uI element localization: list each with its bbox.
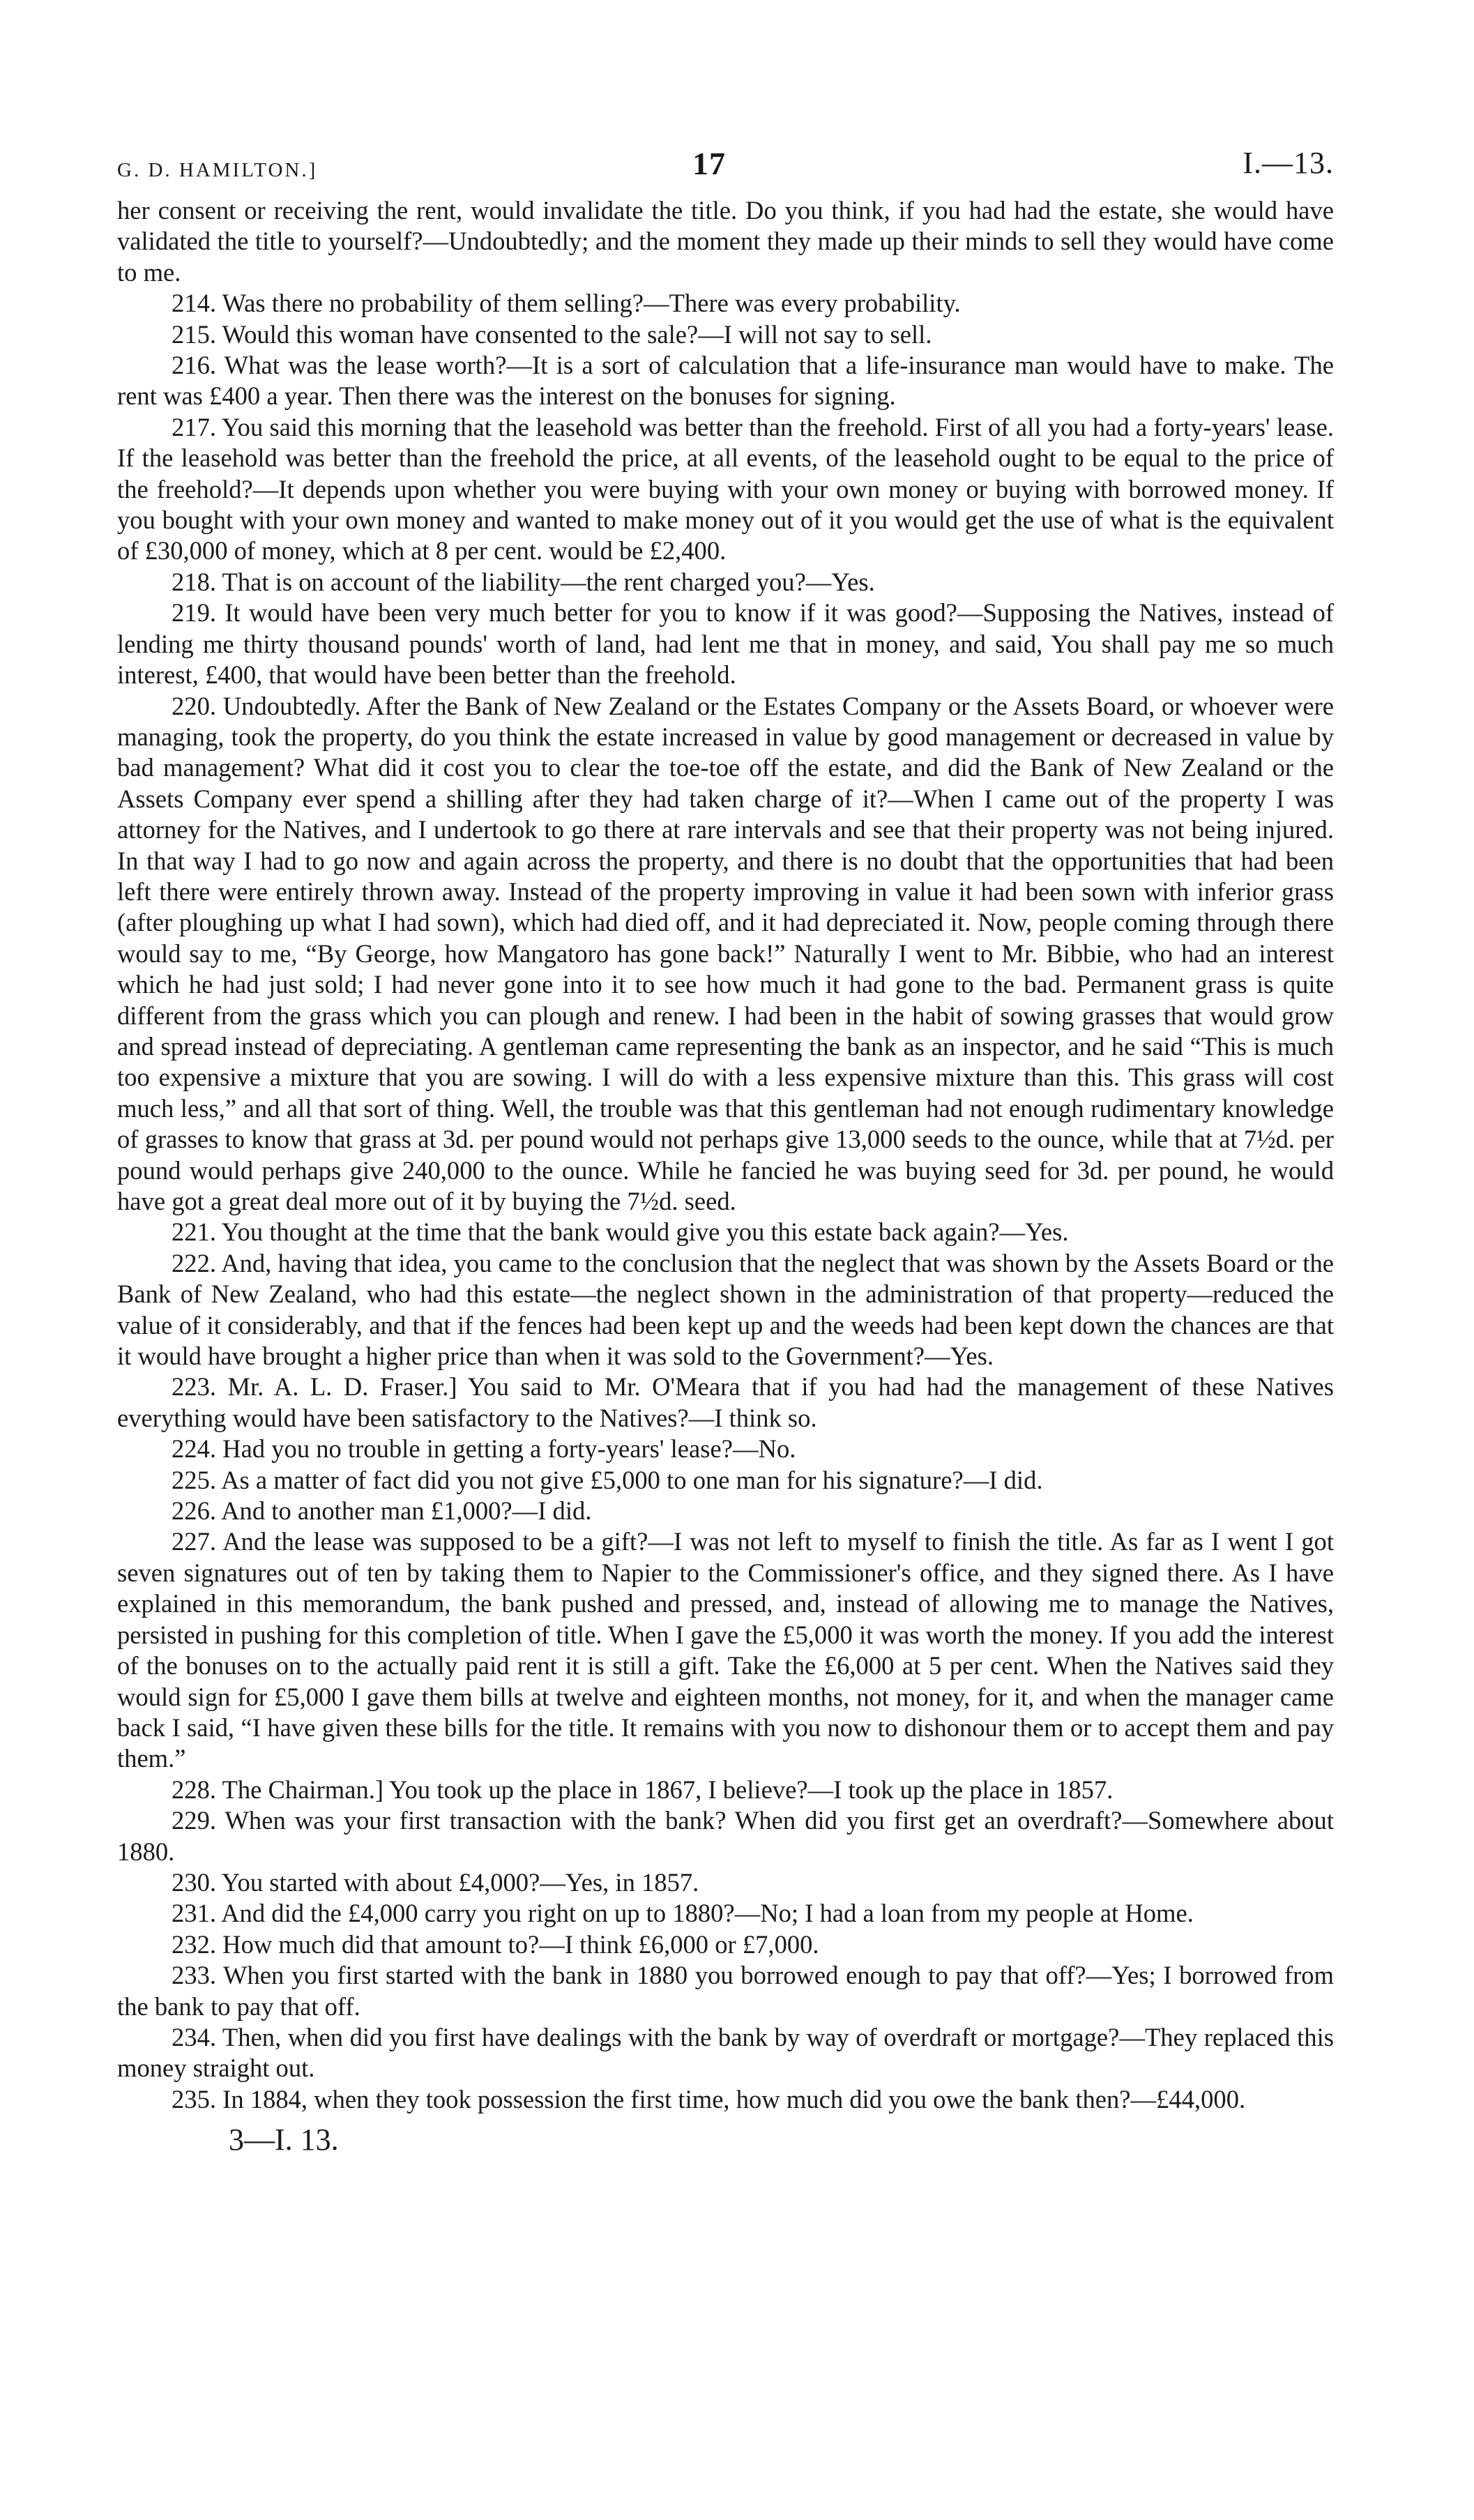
question-229: 229. When was your first transaction with the bank? When did you first get an overdraft?—Somewhere about 1880. [117, 1806, 1334, 1866]
paper-reference: I.—13. [1243, 146, 1334, 180]
paragraph-continuation: her consent or receiving the rent, would invalidate the title. Do you think, if you had had the estate, she would have validated the title to yourself?—Undoubtedly; and the moment they made up their minds to sell they would have come to me. [117, 196, 1334, 287]
question-219: 219. It would have been very much better for you to know if it was good?—Supposing the Natives, instead of lending me thirty thousand pounds' worth of land, had lent me that in money, and said, You shall pay me so much interest, £400, that would have been better than the freehold. [117, 598, 1334, 690]
question-234: 234. Then, when did you first have dealings with the bank by way of overdraft or mortgage?—They replaced this money straight out. [117, 2022, 1334, 2083]
question-227: 227. And the lease was supposed to be a gift?—I was not left to myself to finish the title. As far as I went I got seven signatures out of ten by taking them to Napier to the Commissioner's office, and they signed there. As I have explained in this memorandum, the bank pushed and pressed, and, instead of allowing me to manage the Natives, persisted in pushing for this completion of title. When I gave the £5,000 it was worth the money. If you add the interest of the bonuses on to the actually paid rent it is still a gift. Take the £6,000 at 5 per cent. When the Natives said they would sign for £5,000 I gave them bills at twelve and eighteen months, not money, for it, and when the manager came back I said, “I have given these bills for the title. It remains with you now to dishonour them or to accept them and pay them.” [117, 1527, 1334, 1773]
page-header [117, 139, 1334, 195]
question-217: 217. You said this morning that the leasehold was better than the freehold. First of all you had a forty-years' lease. If the leasehold was better than the freehold the price, at all events, of the leasehold ought to be equal to the price of the freehold?—It depends upon whether you were buying with your own money or buying with borrowed money. If you bought with your own money and wanted to make money out of it you would get the use of what is the equivalent of £30,000 of money, which at 8 per cent. would be £2,400. [117, 412, 1334, 566]
document-page [117, 139, 1334, 2482]
question-218: 218. That is on account of the liability—the rent charged you?—Yes. [172, 567, 875, 596]
question-220: 220. Undoubtedly. After the Bank of New Zealand or the Estates Company or the Assets Board, or whoever were managing, took the property, do you think the estate increased in value by good management or decreased in value by bad management? What did it cost you to clear the toe-toe off the estate, and did the Bank of New Zealand or the Assets Company ever spend a shilling after they had taken charge of it?—When I came out of the property I was attorney for the Natives, and I undertook to go there at rare intervals and see that their property was not being injured. In that way I had to go now and again across the property, and there is no doubt that the opportunities that had been left there were entirely thrown away. Instead of the property improving in value it had been sown with inferior grass (after ploughing up what I had sown), which had died off, and it had depreciated it. Now, people coming through there would say to me, “By George, how Mangatoro has gone back!” Naturally I went to Mr. Bibbie, who had an interest which he had just sold; I had never gone into it to see how much it had gone to the bad. Permanent grass is quite different from the grass which you can plough and renew. I had been in the habit of sowing grasses that would grow and spread instead of depreciating. A gentleman came representing the bank as an inspector, and he said “This is much too expensive a mixture that you are sowing. I will do with a less expensive mixture than this. This grass will cost much less,” and all that sort of thing. Well, the trouble was that this gentleman had not enough rudimentary knowledge of grasses to know that grass at 3d. per pound would not perhaps give 13,000 seeds to the ounce, while that at 7½d. per pound would perhaps give 240,000 to the ounce. While he fancied he was buying seed for 3d. per pound, he would have got a great deal more out of it by buying the 7½d. seed. [117, 691, 1334, 1215]
question-231: 231. And did the £4,000 carry you right on up to 1880?—No; I had a loan from my people at Home. [172, 1899, 1194, 1928]
question-230: 230. You started with about £4,000?—Yes, in 1857. [172, 1867, 699, 1897]
question-216: 216. What was the lease worth?—It is a sort of calculation that a life-insurance man would have to make. The rent was £400 a year. Then there was the interest on the bonuses for signing. [117, 351, 1334, 411]
question-225: 225. As a matter of fact did you not give £5,000 to one man for his signature?—I did. [172, 1465, 1043, 1494]
witness-name: G. D. HAMILTON.] [117, 159, 318, 181]
question-221: 221. You thought at the time that the bank would give you this estate back again?—Yes. [172, 1217, 1069, 1247]
question-235: 235. In 1884, when they took possession the first time, how much did you owe the bank then?—£44,000. [172, 2084, 1246, 2113]
question-215: 215. Would this woman have consented to the sale?—I will not say to sell. [172, 319, 932, 349]
question-228: 228. The Chairman.] You took up the place in 1867, I believe?—I took up the place in 1857. [172, 1775, 1114, 1804]
question-233: 233. When you first started with the bank in 1880 you borrowed enough to pay that off?—Yes; I borrowed from the bank to pay that off. [117, 1961, 1334, 2021]
question-232: 232. How much did that amount to?—I think £6,000 or £7,000. [172, 1929, 819, 1959]
question-224: 224. Had you no trouble in getting a forty-years' lease?—No. [172, 1434, 796, 1464]
document-body [117, 195, 1334, 2115]
question-223: 223. Mr. A. L. D. Fraser.] You said to Mr. O'Meara that if you had had the management of these Natives everything would have been satisfactory to the Natives?—I think so. [117, 1372, 1334, 1432]
question-222: 222. And, having that idea, you came to the conclusion that the neglect that was shown by the Assets Board or the Bank of New Zealand, who had this estate—the neglect shown in the administration of that property—reduced the value of it considerably, and that if the fences had been kept up and the weeds had been kept down the chances are that it would have brought a higher price than when it was sold to the Government?—Yes. [117, 1248, 1334, 1371]
question-226: 226. And to another man £1,000?—I did. [172, 1496, 592, 1526]
question-214: 214. Was there no probability of them selling?—There was every probability. [172, 289, 961, 318]
signature-mark: 3—I. 13. [229, 2123, 339, 2157]
page-number: 17 [692, 146, 726, 181]
